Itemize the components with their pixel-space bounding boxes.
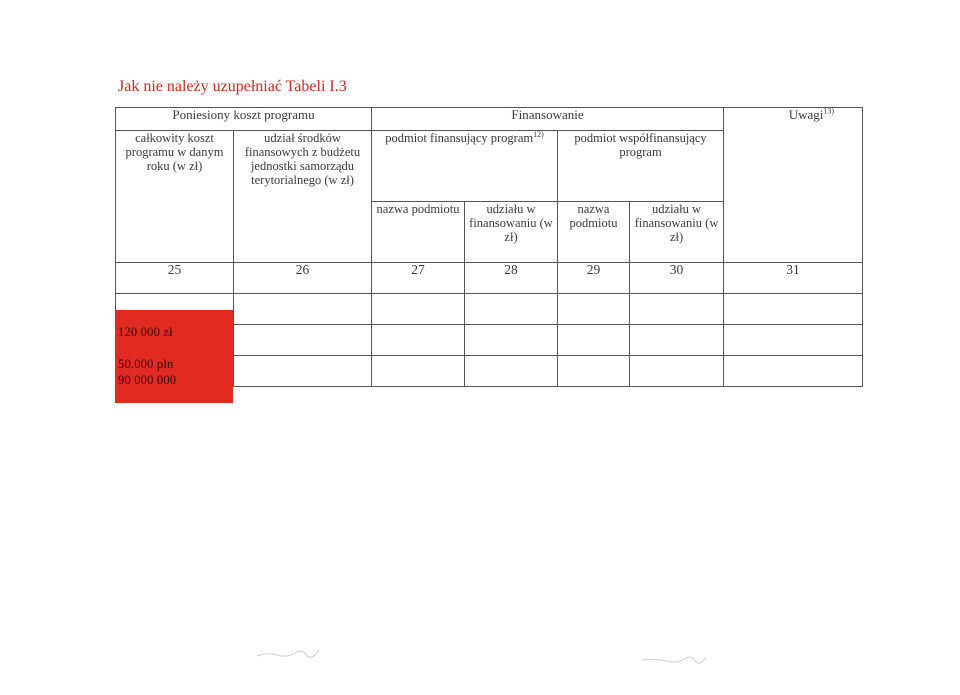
column-number: 25 — [116, 263, 234, 294]
table-cell — [724, 294, 863, 325]
table-cell — [630, 356, 724, 387]
header-cofunder-name: nazwa podmiotu — [558, 202, 630, 263]
footnote-12: 12) — [533, 130, 544, 139]
footnote-13: 13) — [823, 107, 835, 116]
column-number: 29 — [558, 263, 630, 294]
header-cofunder: podmiot współfinansujący program — [558, 131, 724, 202]
table-cell — [630, 325, 724, 356]
header-local-share: udział środków finansowych z budżetu jednostki samorządu terytorialnego (w zł) — [234, 131, 372, 202]
column-number: 31 — [724, 263, 863, 294]
table-cell — [372, 356, 465, 387]
table-cell — [558, 356, 630, 387]
header-program-cost: Poniesiony koszt programu — [116, 108, 372, 131]
table-cell — [372, 325, 465, 356]
table-cell — [558, 294, 630, 325]
header-funder-share: udziału w finansowaniu (w zł) — [465, 202, 558, 263]
table-cell — [372, 294, 465, 325]
header-remarks — [724, 108, 863, 131]
column-number: 26 — [234, 263, 372, 294]
wrong-entry-text: 90 000 000 — [118, 373, 177, 387]
column-number-row — [116, 263, 863, 294]
header-financing: Finansowanie — [372, 108, 724, 131]
table-cell — [465, 356, 558, 387]
table-cell — [724, 356, 863, 387]
header-funder-name: nazwa podmiotu — [372, 202, 465, 263]
table-cell — [234, 325, 372, 356]
table-cell — [724, 325, 863, 356]
remarks-spacer-2 — [724, 202, 863, 263]
local-share-spacer — [234, 202, 372, 263]
total-cost-spacer — [116, 202, 234, 263]
signature-mark — [640, 650, 710, 672]
header-funder-label: podmiot finansujący program — [385, 131, 534, 145]
header-funder — [372, 131, 558, 202]
table-cell — [558, 325, 630, 356]
wrong-entry-text: 120 000 zł — [118, 325, 173, 339]
column-number: 30 — [630, 263, 724, 294]
table-cell — [465, 294, 558, 325]
header-cofunder-share: udziału w finansowaniu (w zł) — [630, 202, 724, 263]
table-cell — [465, 325, 558, 356]
remarks-spacer — [724, 131, 863, 202]
table-cell — [234, 294, 372, 325]
page-title: Jak nie należy uzupełniać Tabeli I.3 — [118, 78, 347, 95]
column-number: 27 — [372, 263, 465, 294]
table-cell — [630, 294, 724, 325]
signature-mark — [255, 642, 325, 664]
header-remarks-label: Uwagi — [788, 107, 824, 122]
header-total-cost: całkowity koszt programu w danym roku (w zł) — [116, 131, 234, 202]
column-number: 28 — [465, 263, 558, 294]
wrong-entry-text: 50.000 pln — [118, 357, 174, 371]
table-cell — [234, 356, 372, 387]
